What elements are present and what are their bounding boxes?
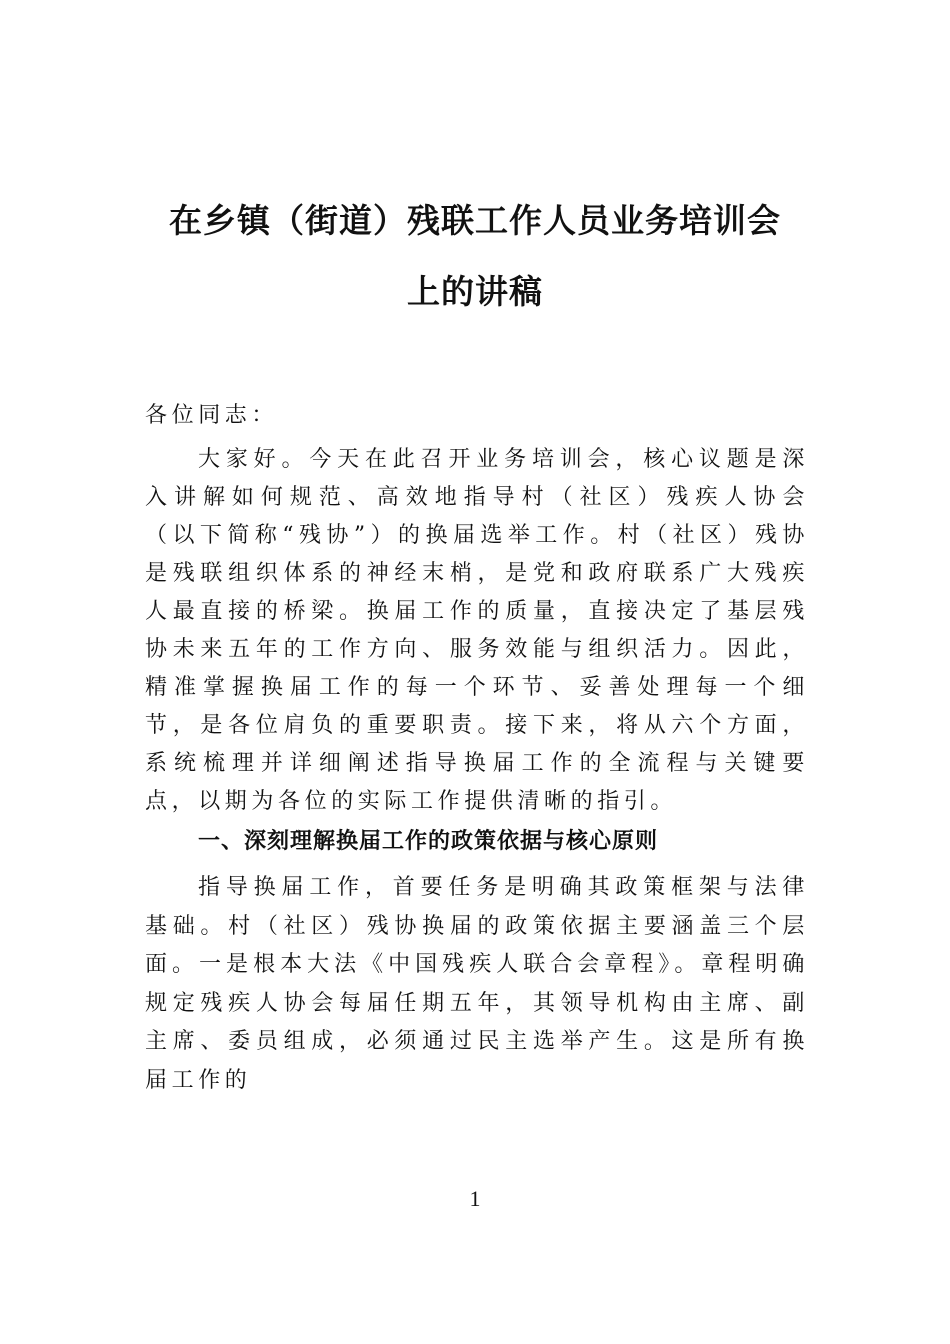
document-title-line-2: 上的讲稿 [407,272,543,311]
paragraph-intro: 大家好。今天在此召开业务培训会，核心议题是深入讲解如何规范、高效地指导村（社区）残疾人协会（以下简称“残协”）的换届选举工作。村（社区）残协是残联组织体系的神经末梢，是党和政府联系广大残疾人最直接的桥梁。换届工作的质量，直接决定了基层残协未来五年的工作方向、服务效能与组织活力。因此，精准掌握换届工作的每一个环节、妥善处理每一个细节，是各位肩负的重要职责。接下来，将从六个方面，系统梳理并详细阐述指导换届工作的全流程与关键要点，以期为各位的实际工作提供清晰的指引。 [145,447,809,814]
section-heading-1: 一、深刻理解换届工作的政策依据与核心原则 [198,829,659,854]
salutation: 各位同志： [145,403,279,428]
document-title-line-1: 在乡镇（街道）残联工作人员业务培训会 [169,201,781,240]
page-number: 1 [469,1186,481,1211]
document-body [145,397,809,1100]
paragraph-policy-basis: 指导换届工作，首要任务是明确其政策框架与法律基础。村（社区）残协换届的政策依据主要涵盖三个层面。一是根本大法《中国残疾人联合会章程》。章程明确规定残疾人协会每届任期五年，其领导机构由主席、副主席、委员组成，必须通过民主选举产生。这是所有换届工作的 [145,875,809,1093]
